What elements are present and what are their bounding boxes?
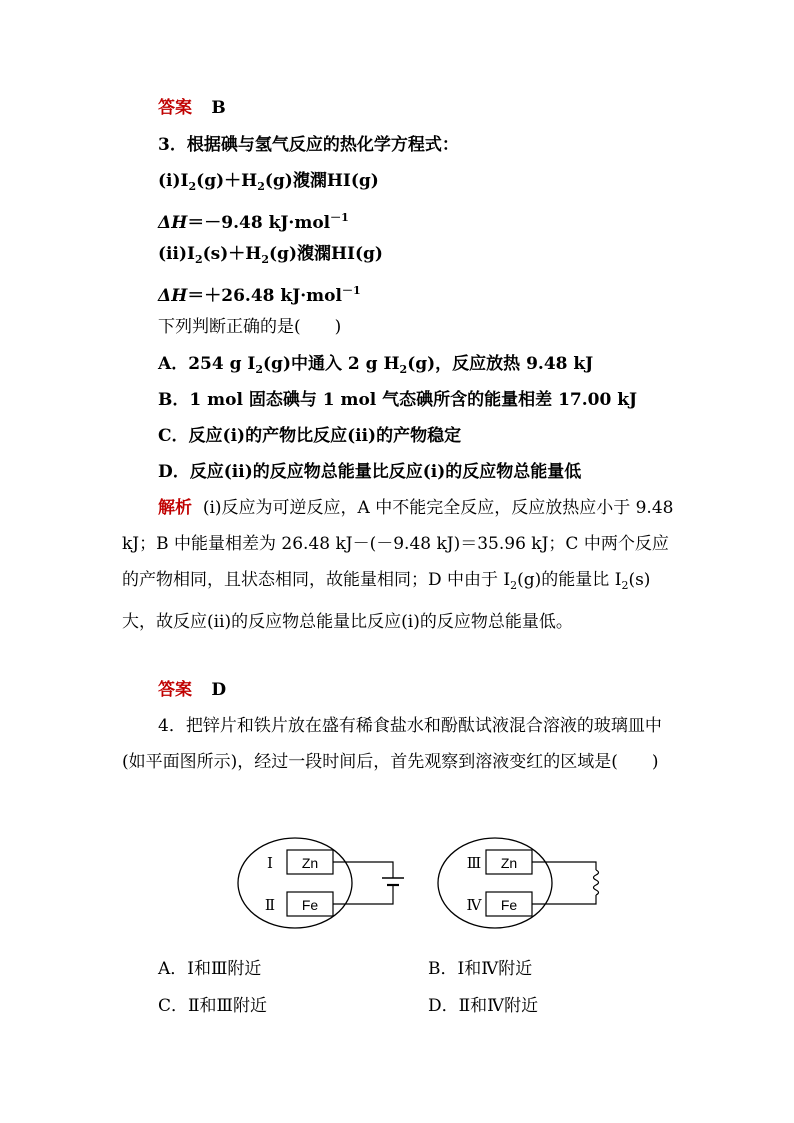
- answer-value: D: [211, 680, 227, 700]
- left-wire-bottom: [333, 885, 393, 904]
- q3-dh-1: [158, 207, 349, 234]
- resistor-coil: [594, 870, 599, 895]
- q4-option-c: C．Ⅱ和Ⅲ附近: [158, 996, 267, 1016]
- delta-h: ΔH: [158, 286, 188, 306]
- q3-option-d: D．反应(ⅱ)的反应物总能量比反应(ⅰ)的反应物总能量低: [158, 462, 582, 482]
- region-ii-label: Ⅱ: [264, 896, 276, 914]
- opt-a-part3: (g)，反应放热 9.48 kJ: [407, 354, 594, 374]
- left-zn-label: Zn: [301, 855, 319, 871]
- right-wire-bottom: [532, 895, 596, 904]
- right-zn-label: Zn: [500, 855, 518, 871]
- dh1-value: ＝－9.48 kJ·mol: [187, 213, 331, 233]
- answer-label: 答案: [158, 680, 192, 700]
- eq2-end: (g)澓澖HI(g): [269, 244, 383, 264]
- left-fe-label: Fe: [301, 897, 319, 913]
- q3-option-b: B．1 mol 固态碘与 1 mol 气态碘所含的能量相差 17.00 kJ: [158, 390, 638, 410]
- right-wire-top: [532, 862, 596, 870]
- analysis-text-1: (ⅰ)反应为可逆反应，A 中不能完全反应，反应放热应小于 9.48 kJ；B 中能量相差为 26.48 kJ－(－9.48 kJ)＝35.96 kJ；C 中两个反应的产物相同，且状态相同，故能量相同；D 中由于 I: [122, 498, 674, 590]
- q3-question: 下列判断正确的是( ): [158, 317, 342, 337]
- eq1-prefix: (ⅰ)I: [158, 171, 189, 191]
- q3-option-a: [158, 353, 593, 381]
- q4-option-b: B．Ⅰ和Ⅳ附近: [428, 959, 533, 979]
- region-i-label: Ⅰ: [267, 854, 273, 872]
- eq1-mid: (g)＋H: [196, 171, 258, 191]
- q3-option-c: C．反应(ⅰ)的产物比反应(ⅱ)的产物稳定: [158, 426, 462, 446]
- answer-value: B: [211, 98, 226, 118]
- q3-dh-2: [158, 280, 361, 307]
- q3-equation-1: [158, 170, 379, 198]
- analysis-label: 解析: [158, 498, 192, 518]
- sub-2: 2: [257, 180, 265, 193]
- opt-a-part2: (g)中通入 2 g H: [263, 354, 400, 374]
- sub-2: 2: [188, 180, 197, 193]
- region-iv-label: Ⅳ: [466, 896, 482, 914]
- sub-2: 2: [261, 253, 270, 266]
- q4-option-d: D．Ⅱ和Ⅳ附近: [428, 996, 539, 1016]
- analysis-paragraph: [122, 490, 675, 640]
- analysis-text-3: (s)大，故反应(ⅱ)的反应物总能量比反应(ⅰ)的反应物总能量低。: [122, 570, 651, 632]
- opt-a-part1: A．254 g I: [158, 354, 256, 374]
- sub-2: 2: [255, 363, 264, 376]
- sub-2: 2: [194, 253, 203, 266]
- delta-h: ΔH: [158, 213, 188, 233]
- eq2-mid: (s)＋H: [202, 244, 262, 264]
- answer-line-q2: [158, 97, 226, 119]
- q4-stem-text: 4．把锌片和铁片放在盛有稀食盐水和酚酞试液混合溶液的玻璃皿中(如平面图所示)，经过一段时间后，首先观察到溶液变红的区域是( ): [122, 716, 662, 772]
- sub-2: 2: [510, 579, 518, 592]
- answer-label: 答案: [158, 98, 192, 118]
- sub-2: 2: [399, 363, 408, 376]
- dh2-value: ＝＋26.48 kJ·mol: [187, 286, 342, 306]
- eq1-end: (g)澓澖HI(g): [264, 171, 379, 191]
- q4-option-a: A．Ⅰ和Ⅲ附近: [158, 959, 262, 979]
- answer-line-q3: [158, 679, 226, 701]
- sup-minus-1: －1: [341, 284, 361, 297]
- sub-2: 2: [621, 579, 629, 592]
- analysis-text-2: (g)的能量比 I: [517, 570, 622, 590]
- q3-stem: 3．根据碘与氢气反应的热化学方程式：: [158, 135, 459, 155]
- sup-minus-1: －1: [330, 211, 349, 224]
- electrochem-diagram: [230, 828, 610, 938]
- region-iii-label: Ⅲ: [466, 854, 482, 872]
- left-wire-top: [333, 862, 393, 878]
- eq2-prefix: (ⅱ)I: [158, 244, 195, 264]
- q4-stem: [122, 708, 675, 780]
- right-fe-label: Fe: [500, 897, 518, 913]
- q3-equation-2: [158, 243, 383, 271]
